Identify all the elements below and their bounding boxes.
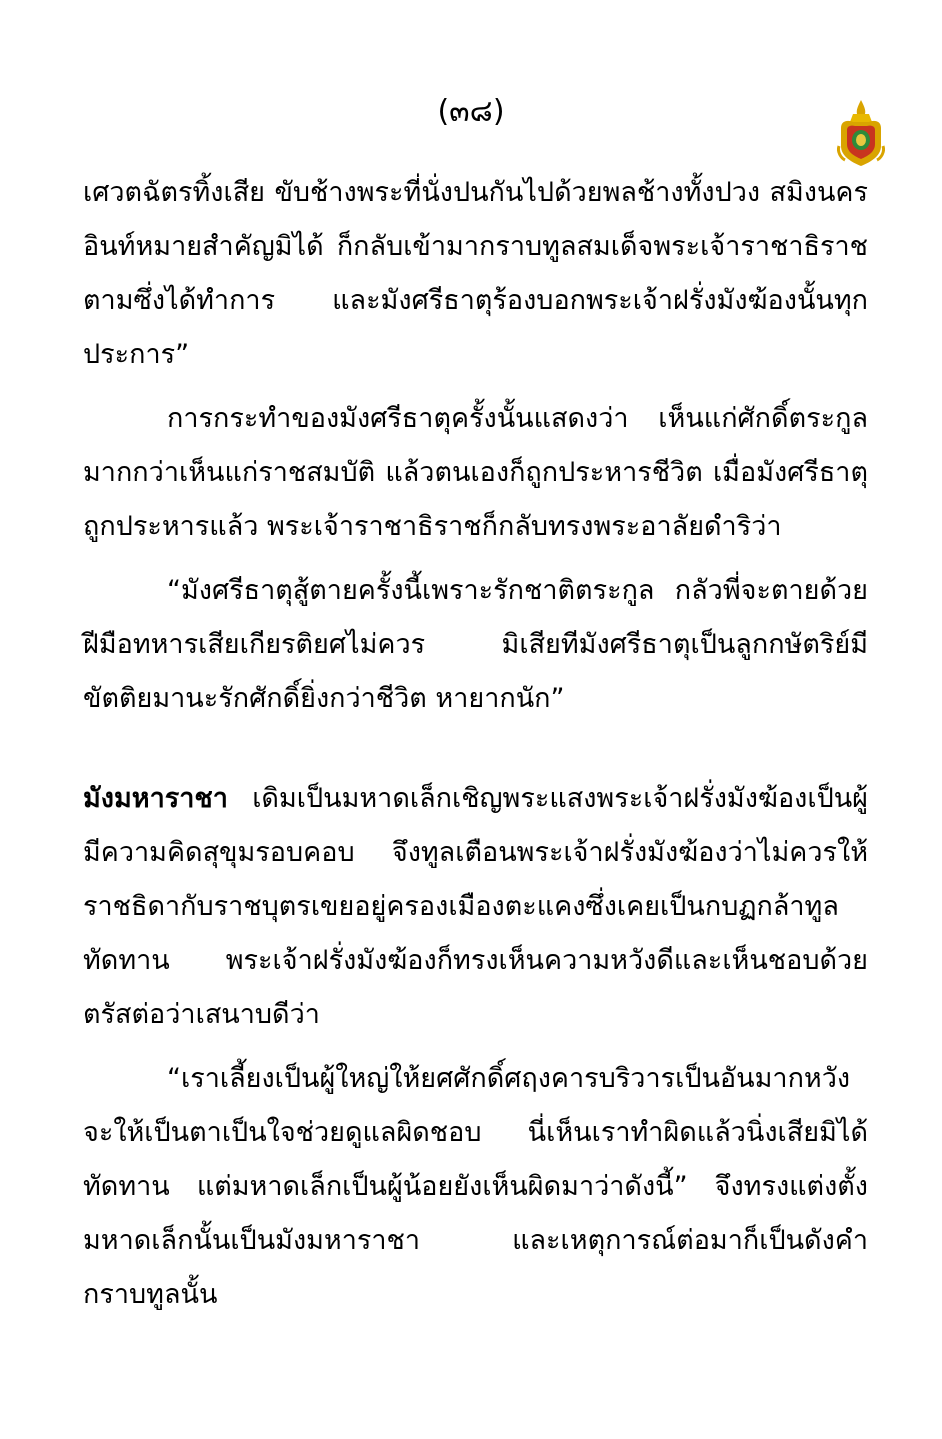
term-mang-maharacha: มังมหาราชา (83, 783, 228, 814)
paragraph-3-quote: “มังศรีธาตุสู้ตายครั้งนี้เพราะรักชาติตระกูล กลัวพี่จะตายด้วยฝีมือทหารเสียเกียรติยศไม่ควร มิเสียทีมังศรีธาตุเป็นลูกกษัตริย์มีขัตติยมานะรักศักดิ์ยิ่งกว่าชีวิต หายากนัก” (83, 575, 868, 714)
paragraph-4 (83, 772, 868, 1042)
paragraph-5-quote: “เราเลี้ยงเป็นผู้ใหญ่ให้ยศศักดิ์ศฤงคารบริวารเป็นอันมากหวังจะให้เป็นตาเป็นใจช่วยดูแลผิดชอบ นี่เห็นเราทำผิดแล้วนิ่งเสียมิได้ทัดทาน แต่มหาดเล็กเป็นผู้น้อยยังเห็นผิดมาว่าดังนี้” จึงทรงแต่งตั้งมหาดเล็กนั้นเป็นมังมหาราชา และเหตุการณ์ต่อมาก็เป็นดังคำกราบทูลนั้น (83, 1063, 868, 1310)
royal-emblem-icon (835, 98, 887, 168)
paragraph-2: การกระทำของมังศรีธาตุครั้งนั้นแสดงว่า เห็นแก่ศักดิ์ตระกูลมากกว่าเห็นแก่ราชสมบัติ แล้วตนเองก็ถูกประหารชีวิต เมื่อมังศรีธาตุถูกประหารแล้ว พระเจ้าราชาธิราชก็กลับทรงพระอาลัยดำริว่า (83, 403, 868, 542)
paragraph-4-text: เดิมเป็นมหาดเล็กเชิญพระแสงพระเจ้าฝรั่งมังฆ้องเป็นผู้มีความคิดสุขุมรอบคอบ จึงทูลเตือนพระเจ้าฝรั่งมังฆ้องว่าไม่ควรให้ราชธิดากับราชบุตรเขยอยู่ครองเมืองตะแคงซึ่งเคยเป็นกบฏกล้าทูลทัดทาน พระเจ้าฝรั่งมังฆ้องก็ทรงเห็นความหวังดีและเห็นชอบด้วย ตรัสต่อว่าเสนาบดีว่า (83, 783, 868, 1030)
document-body (83, 166, 868, 1322)
paragraph-1: เศวตฉัตรทิ้งเสีย ขับช้างพระที่นั่งปนกันไปด้วยพลช้างทั้งปวง สมิงนครอินท์หมายสำคัญมิได้ ก็กลับเข้ามากราบทูลสมเด็จพระเจ้าราชาธิราชตามซึ่งได้ทำการ และมังศรีธาตุร้องบอกพระเจ้าฝรั่งมังฆ้องนั้นทุกประการ” (83, 177, 868, 370)
page-number: (๓๘) (437, 94, 505, 129)
